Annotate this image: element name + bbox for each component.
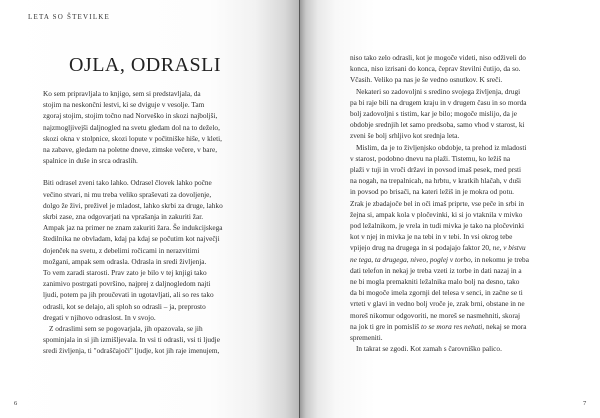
paragraph-gap	[43, 166, 253, 177]
text-line: odrasli, kot se delajo, ali sploh so odrasli – ja, preprosto	[43, 301, 206, 311]
text-line: skrbi zase, zna odgovarjati na vprašanja in zakuriti žar.	[43, 212, 204, 222]
text-line: zveni še bolj srhljivo kot srednja leta.	[350, 131, 460, 141]
page-number: 7	[583, 400, 587, 407]
text-line: Biti odrasel zveni tako lahko. Odrasel človek lahko počne	[43, 178, 212, 188]
text-line: zanimivo postrgati površino, najprej z daljnogledom najti	[43, 279, 211, 289]
text-line: moreš nikomur odgovoriti, ne moreš se nasmehniti, skoraj	[350, 310, 521, 320]
left-body-text	[43, 88, 253, 357]
text-line: sredi življenja, ti "odraščajoči" ljudje, kot jih raje imenujem,	[43, 346, 220, 356]
chapter-title: OJLA, ODRASLI	[68, 54, 222, 76]
page-number: 6	[14, 400, 18, 407]
running-head: LETA SO ŠTEVILKE	[28, 13, 111, 21]
right-body-text	[350, 52, 555, 354]
text-line: skozi okna v stolpnice, skozi lopute v počitniške hiše, v kleti,	[43, 133, 222, 143]
text-line: vrteti v glavi in vedno bolj vroče je, zrak brni, obstane in ne	[350, 299, 525, 309]
text-line: dojenček na svetu, z debelimi ročicami in nerazvitimi	[43, 245, 200, 255]
text-line: ljudi, potem pa jih proučevati in ugotavljati, ali so res tako	[43, 290, 214, 300]
text-line: konca, niso izrisani do konca, čeprav številni čutijo, da so.	[350, 64, 521, 74]
paragraph	[43, 177, 253, 323]
text-line: dati telefon in nekaj je treba vzeti iz torbe in dati nazaj in a	[350, 265, 522, 275]
text-line: Mislim, da je to življenjsko obdobje, ta prehod iz mladosti	[356, 142, 527, 152]
text-line: dolgo že živi, preživel je mladost, lahko skrbi za druge, lahko	[43, 200, 223, 210]
text-line: večino stvari, ni mu treba veliko spraševati za dovoljenje,	[43, 189, 212, 199]
text-line: in povsod po brisači, na kateri ležiš in je mokra od potu.	[350, 187, 514, 197]
text-line: najzmogljivejši daljnogled na svetu gledam dol na to deželo,	[43, 122, 220, 132]
text-line: dregati v njihovo odraslost. In v svojo.	[43, 312, 156, 322]
text-line: spominjala in si jih izmišljevala. In vsi ti odrasli, vsi ti ljudje	[43, 335, 220, 345]
text-line: Nekateri so zadovoljni s sredino svojega življenja, drugi	[356, 86, 521, 96]
paragraph	[350, 52, 555, 86]
text-line: niso tako zelo odrasli, kot je mogoče videti, niso odživeli do	[350, 53, 526, 62]
text-line: vpijejo drug na drugega in si podajajo faktor 20, ne, v bistvu	[350, 243, 526, 253]
text-line: To vem zaradi starosti. Prav zato je bilo v tej knjigi tako	[43, 268, 207, 278]
text-line: stojim na neskončni lestvi, ki se dviguje v vesolje. Tam	[43, 100, 205, 110]
text-line: zgoraj stojim, stojim točno nad Norveško in skozi najboljši,	[43, 111, 218, 121]
paragraph	[43, 88, 253, 166]
text-line: žejna si, ampak kola v pločevinki, ki si jo vtaknila v mivko	[350, 209, 523, 219]
text-line: ne tega, ta drugega, niveo, poglej v torbo, in nekomu je treba	[350, 254, 529, 264]
text-line: na zabave, gledam na poletne dneve, zimske večere, v bare,	[43, 145, 218, 155]
text-line: Zrak je zbadajoče bel in oči imaš priprte, vse peče in srbi in	[350, 198, 525, 208]
text-line: na jok ti gre in pomisliš to se mora res nehati, nekaj se mora	[350, 321, 527, 331]
text-line: obdobje srednjih let samo predsoba, samo vhod v starost, ki	[350, 120, 525, 130]
text-line: bolj zadovoljni s tistim, kar je bilo; mogoče mislijo, da je	[350, 109, 517, 119]
text-line: Ampak jaz na primer ne znam zakuriti žara. Še indukcijskega	[43, 223, 223, 233]
paragraph	[350, 142, 555, 344]
book-spine	[299, 0, 300, 418]
text-line: pa bi raje bili na drugem kraju in v drugem času in so morda	[350, 97, 527, 107]
text-line: In takrat se zgodi. Kot zamah s čarovniško palico.	[356, 344, 502, 354]
paragraph	[350, 86, 555, 142]
text-line: pod ležalnikom, je vrela in tudi mivka je tako na pločevinki	[350, 221, 525, 231]
text-line: spremeniti.	[350, 333, 383, 343]
text-line: Včasih. Veliko pa nas je še vedno osnutkov. K sreči.	[350, 75, 503, 85]
text-line: Ko sem pripravljala to knjigo, sem si predstavljala, da	[43, 89, 201, 98]
text-line: kot v njej in mivka je na tebi in v tebi. In vsi okrog tebe	[350, 232, 513, 242]
text-line: plaži v tuji in vroči državi in povsod imaš pesek, med prsti	[350, 165, 522, 175]
text-line: da bi mogoče imela zgornji del telesa v senci, in začne se ti	[350, 288, 523, 298]
text-line: na nogah, na trepalnicah, na hrbtu, v kratkih hlačah, v duši	[350, 176, 522, 186]
text-line: v starost, podobno dnevu na plaži. Tistemu, ko ležiš na	[350, 153, 511, 163]
text-line: Z odraslimi sem se pogovarjala, jih opazovala, se jih	[49, 324, 203, 334]
paragraph	[350, 343, 555, 354]
text-line: štedilnika ne obvladam, kdaj pa kdaj se počutim kot največji	[43, 234, 220, 244]
text-line: ne bi mogla premakniti ležalnika malo bolj na desno, tako	[350, 277, 520, 287]
paragraph	[43, 323, 253, 357]
text-line: možgani, ampak sem odrasla. Odrasla in sredi življenja.	[43, 256, 207, 266]
text-line: spalnice in duše in srca odraslih.	[43, 156, 138, 166]
right-page	[300, 0, 600, 418]
